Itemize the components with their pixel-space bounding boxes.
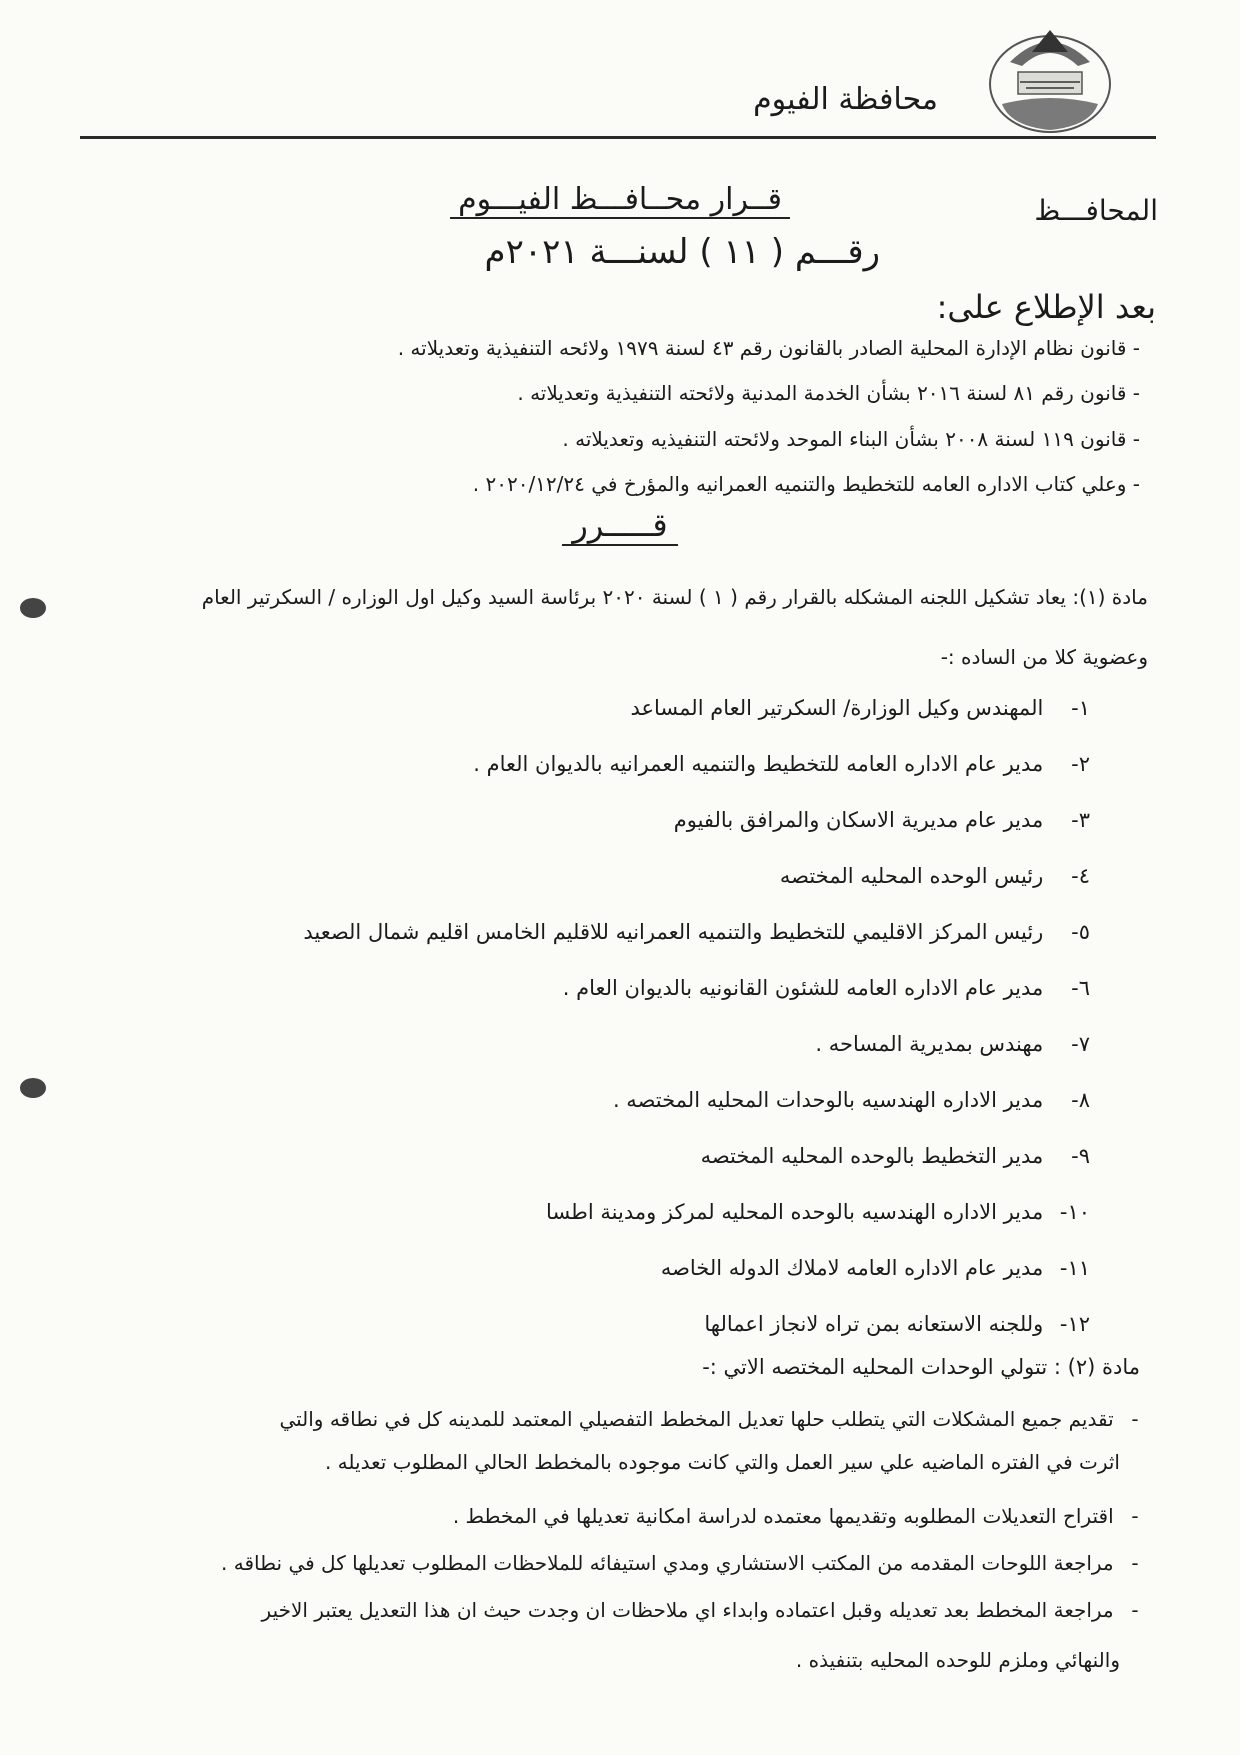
task-text: مراجعة المخطط بعد تعديله وقبل اعتماده وابداء اي ملاحظات ان وجدت حيث ان هذا التعديل يعتبر الاخير xyxy=(261,1598,1114,1622)
preamble-heading: بعد الإطلاع على: xyxy=(936,288,1156,326)
task-text: اثرت في الفتره الماضيه علي سير العمل والتي كانت موجوده بالمخطط الحالي المطلوب تعديله . xyxy=(324,1450,1120,1474)
article-1-line: وعضوية كلا من الساده :- xyxy=(940,645,1148,669)
task-item xyxy=(262,1598,1150,1622)
member-number: ٥- xyxy=(1071,920,1090,944)
member-item xyxy=(546,1200,1090,1224)
member-number: ٩- xyxy=(1071,1144,1090,1168)
punch-hole-mark xyxy=(20,1078,46,1098)
preamble-ref: - قانون رقم ٨١ لسنة ٢٠١٦ بشأن الخدمة المدنية ولائحته التنفيذية وتعديلاته . xyxy=(517,381,1140,405)
member-text: مدير عام مديرية الاسكان والمرافق بالفيوم xyxy=(673,808,1044,832)
task-continuation xyxy=(325,1450,1120,1474)
member-text: مدير الاداره الهندسيه بالوحده المحليه لمركز ومدينة اطسا xyxy=(546,1200,1044,1224)
member-item xyxy=(613,1088,1090,1112)
member-number: ٨- xyxy=(1071,1088,1090,1112)
task-text: اقتراح التعديلات المطلوبه وتقديمها معتمده لدراسة امكانية تعديلها في المخطط . xyxy=(452,1504,1114,1528)
member-text: مدير التخطيط بالوحده المحليه المختصه xyxy=(700,1144,1044,1168)
member-number: ٧- xyxy=(1071,1032,1090,1056)
member-number: ٣- xyxy=(1071,808,1090,832)
task-dash: - xyxy=(1131,1551,1139,1575)
task-text: تقديم جميع المشكلات التي يتطلب حلها تعديل المخطط التفصيلي المعتمد للمدينه كل في نطاقه والتي xyxy=(279,1407,1114,1431)
member-text: مدير عام الاداره العامه للشئون القانونيه بالديوان العام . xyxy=(562,976,1044,1000)
issuer-role: المحافـــظ xyxy=(1034,194,1158,227)
member-item xyxy=(661,1256,1090,1280)
member-item xyxy=(780,864,1090,888)
task-dash: - xyxy=(1131,1407,1139,1431)
member-item xyxy=(630,696,1090,720)
member-item xyxy=(701,1144,1090,1168)
member-number: ١- xyxy=(1071,696,1090,720)
member-number: ٦- xyxy=(1071,976,1090,1000)
member-number: ٢- xyxy=(1071,752,1090,776)
member-text: وللجنه الاستعانه بمن تراه لانجاز اعمالها xyxy=(704,1312,1044,1336)
member-number: ٤- xyxy=(1071,864,1090,888)
preamble-ref: - قانون ١١٩ لسنة ٢٠٠٨ بشأن البناء الموحد ولائحته التنفيذيه وتعديلاته . xyxy=(562,427,1140,451)
member-text: مدير عام الاداره العامه لاملاك الدوله الخاصه xyxy=(660,1256,1044,1280)
task-item xyxy=(221,1551,1150,1575)
member-text: رئيس الوحده المحليه المختصه xyxy=(779,864,1044,888)
preamble-ref: - وعلي كتاب الاداره العامه للتخطيط والتنميه العمرانيه والمؤرخ في ٢٠٢٠/١٢/٢٤ . xyxy=(472,472,1140,496)
punch-hole-mark xyxy=(20,598,46,618)
member-item xyxy=(815,1032,1090,1056)
member-number: ١١- xyxy=(1059,1256,1090,1280)
member-text: مهندس بمديرية المساحه . xyxy=(815,1032,1044,1056)
task-item xyxy=(279,1407,1150,1431)
decree-number: رقـــم ( ١١ ) لسنـــة ٢٠٢١م xyxy=(484,232,880,272)
member-number: ١٠- xyxy=(1059,1200,1090,1224)
task-text: والنهائي وملزم للوحده المحليه بتنفيذه . xyxy=(795,1648,1120,1672)
member-item xyxy=(473,752,1090,776)
article-1-line: مادة (١): يعاد تشكيل اللجنه المشكله بالقرار رقم ( ١ ) لسنة ٢٠٢٠ برئاسة السيد وكيل اول الوزاره / السكرتير العام xyxy=(201,585,1148,609)
member-number: ١٢- xyxy=(1059,1312,1090,1336)
member-text: المهندس وكيل الوزارة/ السكرتير العام المساعد xyxy=(630,696,1044,720)
task-text: مراجعة اللوحات المقدمه من المكتب الاستشاري ومدي استيفائه للملاحظات المطلوب تعديلها كل في نطاقه . xyxy=(221,1551,1114,1575)
member-item xyxy=(563,976,1090,1000)
member-item xyxy=(704,1312,1090,1336)
task-dash: - xyxy=(1131,1504,1139,1528)
member-text: مدير عام الاداره العامه للتخطيط والتنميه العمرانيه بالديوان العام . xyxy=(473,752,1044,776)
member-text: رئيس المركز الاقليمي للتخطيط والتنميه العمرانيه للاقليم الخامس اقليم شمال الصعيد xyxy=(303,920,1044,944)
member-item xyxy=(674,808,1090,832)
preamble-ref: - قانون نظام الإدارة المحلية الصادر بالقانون رقم ٤٣ لسنة ١٩٧٩ ولائحه التنفيذية وتعديلاته . xyxy=(397,336,1140,360)
decree-title: قــرار محــافـــظ الفيـــوم xyxy=(0,182,1240,217)
task-dash: - xyxy=(1131,1598,1139,1622)
member-text: مدير الاداره الهندسيه بالوحدات المحليه المختصه . xyxy=(612,1088,1044,1112)
task-item xyxy=(453,1504,1150,1528)
task-continuation xyxy=(796,1648,1120,1672)
header-divider xyxy=(80,136,1156,139)
governorate-name: محافظة الفيوم xyxy=(753,82,938,117)
governorate-seal-icon xyxy=(980,22,1120,140)
article-2-heading: مادة (٢) : تتولي الوحدات المحليه المختصه الاتي :- xyxy=(702,1355,1140,1379)
resolution-word: قـــــرر xyxy=(0,506,1240,544)
member-item xyxy=(303,920,1090,944)
